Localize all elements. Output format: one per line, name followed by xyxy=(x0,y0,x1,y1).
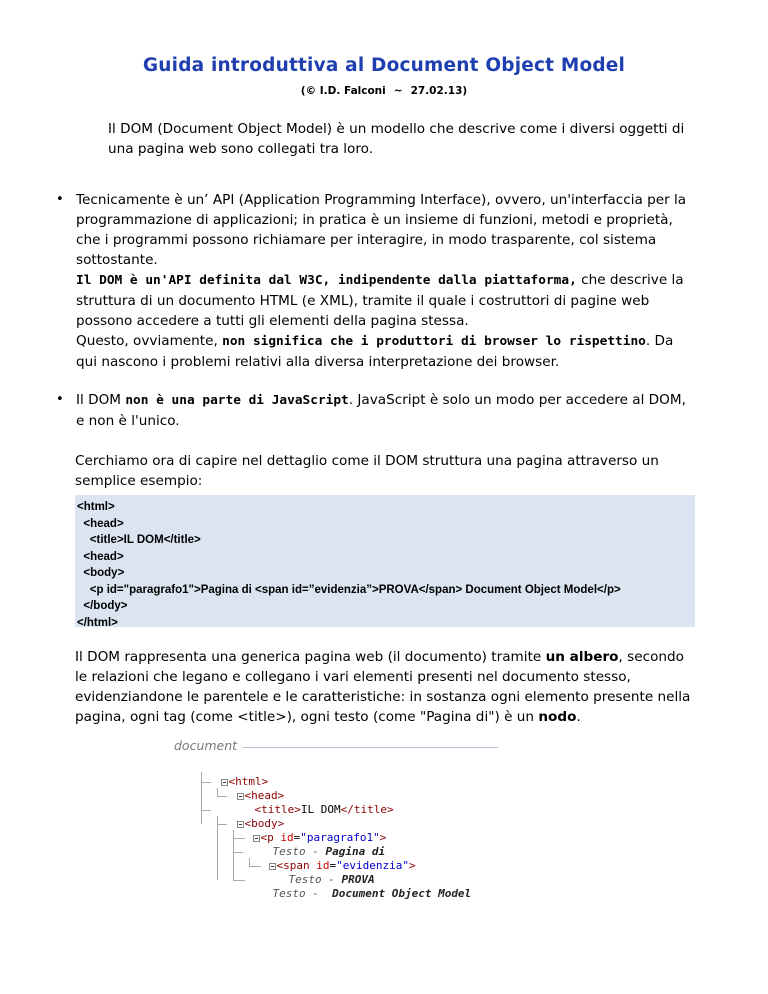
desc-text-c: . xyxy=(576,709,581,725)
title-text: IL DOM xyxy=(300,803,341,816)
tree-header-rule xyxy=(242,747,498,748)
span-attr-value: "evidenzia" xyxy=(336,859,409,872)
bullet1-text-d: . Da qui nascono i problemi relativi alla diversa interpretazione dei browser. xyxy=(76,333,674,370)
code-line: <p id="paragrafo1">Pagina di <span id=”evidenzia”>PROVA</span> Document Object Model</p> xyxy=(77,583,621,596)
closing-paragraph: Cerchiamo ora di capire nel dettaglio come il DOM struttura una pagina attraverso un semplice esempio: xyxy=(75,453,659,489)
bullet-icon: • xyxy=(56,192,64,207)
bullet-list-2 xyxy=(56,390,696,431)
bullet-item-api xyxy=(56,190,696,372)
code-line: <body> xyxy=(77,567,125,579)
code-example-box xyxy=(75,495,695,627)
bullet-item-javascript xyxy=(56,390,696,431)
tag-span-open: <span xyxy=(276,859,317,872)
bullet1-text-c: Questo, ovviamente, xyxy=(76,333,223,349)
tag-title-open: <title> xyxy=(254,803,301,816)
text-prefix: Testo - xyxy=(272,845,326,858)
code-line: <head> xyxy=(77,517,124,530)
tag-head: <head> xyxy=(244,789,285,802)
text-prefix: Testo - xyxy=(288,873,342,886)
p-attr-name: id xyxy=(280,831,294,844)
tag-title-close: </title> xyxy=(340,803,394,816)
span-attr-name: id xyxy=(316,859,330,872)
desc-text-b: , secondo le relazioni che legano e collegano i vari elementi presenti nel documento stesso, evidenziandone le parentele e le caratteristiche: in sostanza ogni elemento presente nella pagina, ogni tag (come <title>), ogni testo (come "Pagina di") è un xyxy=(75,649,691,725)
bullet-list-1 xyxy=(56,190,696,372)
bullet1-text-b: che descrive la struttura di un documento HTML (e XML), tramite il quale i costruttori di pagine web possono accedere a tutti gli elementi della pagina stessa. xyxy=(76,272,684,329)
bullet1-bold-b: non significa che i produttori di browser lo rispettino xyxy=(222,334,646,349)
bullet-icon: • xyxy=(56,392,64,407)
code-line: </body> xyxy=(77,600,128,612)
subtitle-date: 27.02.13) xyxy=(410,85,468,97)
tree-document-label: document xyxy=(174,738,241,753)
desc-bold-a: un albero xyxy=(545,649,619,665)
code-line: <head> xyxy=(77,550,124,563)
code-line: <title>IL DOM</title> xyxy=(77,534,201,546)
tree-node-text-3[interactable] xyxy=(246,873,471,915)
bullet2-text-b: . JavaScript è solo un modo per accedere al DOM, e non è l'unico. xyxy=(76,392,686,429)
desc-text-a: Il DOM rappresenta una generica pagina web (il documento) tramite xyxy=(75,649,546,665)
text-node-value: PROVA xyxy=(341,873,375,886)
bullet1-text-a: Tecnicamente è un’ API (Application Programming Interface), ovvero, un'interfaccia per la programmazione di applicazioni; in pratica è un insieme di funzioni, metodi e proprietà, che i programmi possono richiamare per interagire, in modo trasparente, col sistema sottostante. xyxy=(76,192,687,268)
text-prefix: Testo - xyxy=(272,887,326,900)
bullet1-bold-a: Il DOM è un'API definita dal W3C, indipendente dalla piattaforma, xyxy=(76,273,577,288)
tag-body: <body> xyxy=(244,817,285,830)
tag-html: <html> xyxy=(228,775,269,788)
document-title: Guida introduttiva al Document Object Model xyxy=(142,55,626,76)
text-node-value: Document Object Model xyxy=(325,887,472,900)
code-line: <html> xyxy=(77,501,115,513)
description-paragraph xyxy=(75,647,700,727)
subtitle-separator: ~ xyxy=(393,85,403,97)
bullet2-text-a: Il DOM xyxy=(76,392,126,408)
document-subtitle xyxy=(0,85,768,97)
intro-paragraph: Il DOM (Document Object Model) è un modello che descrive come i diversi oggetti di una pagina web sono collegati tra loro. xyxy=(108,121,685,157)
span-attr-eq: = xyxy=(329,859,337,872)
dom-tree-diagram xyxy=(170,738,510,898)
text-node-value: Pagina di xyxy=(325,845,386,858)
bullet2-bold-a: non è una parte di JavaScript xyxy=(125,393,349,408)
subtitle-author: (© I.D. Falconi xyxy=(300,85,386,97)
desc-bold-b: nodo xyxy=(538,709,577,725)
tag-p-end: > xyxy=(379,831,387,844)
tag-p-open: <p xyxy=(260,831,281,844)
code-line: </html> xyxy=(77,616,118,629)
p-attr-eq: = xyxy=(293,831,301,844)
p-attr-value: "paragrafo1" xyxy=(300,831,380,844)
tag-span-end: > xyxy=(408,859,416,872)
